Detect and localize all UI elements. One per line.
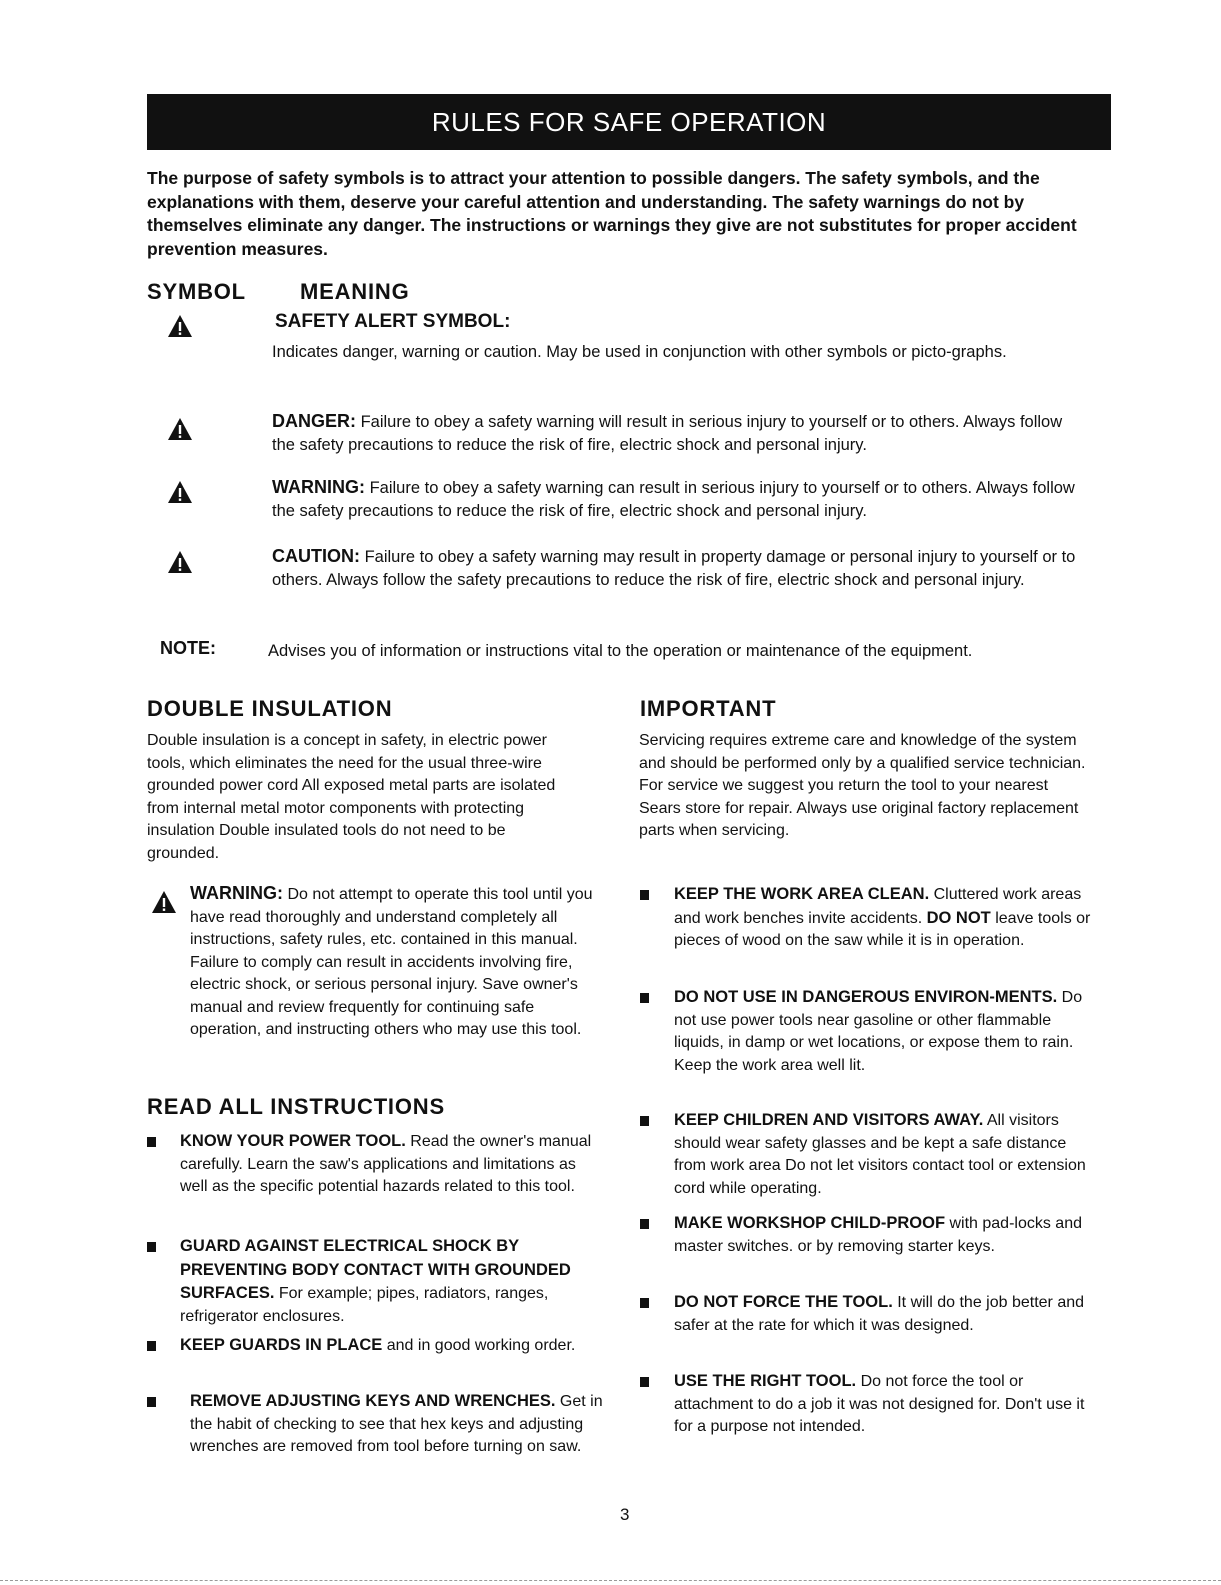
item-text: with pad-locks and master switches. or by removing starter keys. xyxy=(674,1215,1082,1255)
list-item xyxy=(674,1370,1099,1439)
bullet-icon xyxy=(640,993,649,1003)
item-title: KEEP CHILDREN AND VISITORS AWAY. xyxy=(674,1111,984,1129)
bullet-icon xyxy=(147,1137,156,1147)
item-title: KNOW YOUR POWER TOOL. xyxy=(180,1132,406,1150)
warning-alert-icon xyxy=(167,480,193,504)
page-number: 3 xyxy=(620,1505,630,1524)
item-emphasis: DO NOT xyxy=(926,908,991,927)
item-text: and in good working order. xyxy=(382,1337,576,1354)
list-item xyxy=(674,883,1099,953)
warning-definition xyxy=(272,476,1082,523)
item-title: GUARD AGAINST ELECTRICAL SHOCK BY PREVENTING BODY CONTACT WITH GROUNDED SURFACES. xyxy=(180,1237,571,1302)
item-text: Do not use power tools near gasoline or other flammable liquids, in damp or wet locations, or expose them to rain. Keep the work area well lit. xyxy=(674,989,1083,1074)
caution-definition xyxy=(272,545,1082,592)
warning-text: Failure to obey a safety warning can result in serious injury to yourself or to others. Always follow the safety precautions to reduce the risk of fire, electric shock and personal injury. xyxy=(272,479,1075,520)
banner-title: RULES FOR SAFE OPERATION xyxy=(431,106,827,137)
list-item xyxy=(674,1109,1099,1200)
item-title: MAKE WORKSHOP CHILD-PROOF xyxy=(674,1214,946,1232)
bullet-icon xyxy=(640,890,649,900)
note-label-text: NOTE: xyxy=(160,638,216,658)
bottom-divider xyxy=(0,1580,1221,1581)
manual-warning-label: WARNING: xyxy=(190,883,283,903)
warning-label: WARNING: xyxy=(272,477,365,497)
important-heading: IMPORTANT xyxy=(640,696,777,721)
page-banner xyxy=(147,94,1111,150)
item-text: Read the owner's manual carefully. Learn the saw's applications and limitations as well as the specific potential hazards related to this tool. xyxy=(180,1133,592,1195)
list-item xyxy=(180,1334,600,1358)
warning-alert-icon-2 xyxy=(151,890,177,914)
list-item xyxy=(180,1235,600,1328)
item-text: Cluttered work areas and work benches invite accidents. xyxy=(674,886,1082,927)
note-text: Advises you of information or instructions vital to the operation or maintenance of the equipment. xyxy=(268,642,973,660)
safety-alert-description: Indicates danger, warning or caution. May be used in conjunction with other symbols or picto-graphs. xyxy=(272,343,1007,361)
item-title: DO NOT FORCE THE TOOL. xyxy=(674,1293,893,1311)
item-title: USE THE RIGHT TOOL. xyxy=(674,1372,857,1390)
bullet-icon xyxy=(147,1397,156,1407)
item-title: KEEP THE WORK AREA CLEAN. xyxy=(674,885,930,903)
double-insulation-text: Double insulation is a concept in safety, in electric power tools, which eliminates the need for the usual three-wire grounded power cord All exposed metal parts are isolated from internal metal motor components with protecting insulation Double insulated tools do not need to be grounded. xyxy=(147,732,556,862)
manual-warning-text: Do not attempt to operate this tool until you have read thoroughly and understand completely all instructions, safety rules, etc. contained in this manual. Failure to comply can result in accidents involving fire, electric shock, or serious personal injury. Save owner's manual and review frequently for continuing safe operation, and instructing others who may use this tool. xyxy=(190,886,593,1038)
item-text: All visitors should wear safety glasses and be kept a safe distance from work area Do not let visitors contact tool or extension cord while operating. xyxy=(674,1112,1086,1197)
meaning-column-header: MEANING xyxy=(300,279,410,304)
list-item xyxy=(674,1291,1099,1337)
manual-warning xyxy=(190,882,602,1042)
list-item xyxy=(190,1390,610,1459)
item-text: Get in the habit of checking to see that hex keys and adjusting wrenches are removed from tool before turning on saw. xyxy=(190,1393,603,1455)
item-title: REMOVE ADJUSTING KEYS AND WRENCHES. xyxy=(190,1392,556,1410)
item-text: Do not force the tool or attachment to do a job it was not designed for. Don't use it for a purpose not intended. xyxy=(674,1373,1085,1435)
bullet-icon xyxy=(640,1116,649,1126)
symbol-column-header: SYMBOL xyxy=(147,279,246,304)
danger-definition xyxy=(272,410,1082,457)
read-all-heading: READ ALL INSTRUCTIONS xyxy=(147,1094,445,1119)
safety-alert-icon xyxy=(167,314,193,338)
item-text-2: leave tools or pieces of wood on the saw while it is in operation. xyxy=(674,909,1091,949)
note-label xyxy=(160,637,216,661)
intro-paragraph: The purpose of safety symbols is to attract your attention to possible dangers. The safety symbols, and the explanations with them, deserve your careful attention and understanding. The safety warnings do not by themselves eliminate any danger. The instructions or warnings they give are not substitutes for proper accident prevention measures. xyxy=(147,168,1077,259)
item-text: For example; pipes, radiators, ranges, refrigerator enclosures. xyxy=(180,1285,549,1325)
caution-label: CAUTION: xyxy=(272,546,360,566)
bullet-icon xyxy=(147,1242,156,1252)
bullet-icon xyxy=(147,1341,156,1351)
list-item xyxy=(674,986,1099,1077)
bullet-icon xyxy=(640,1377,649,1387)
caution-alert-icon xyxy=(167,550,193,574)
double-insulation-heading: DOUBLE INSULATION xyxy=(147,696,393,721)
item-title: DO NOT USE IN DANGEROUS ENVIRON-MENTS. xyxy=(674,988,1058,1006)
list-item xyxy=(180,1130,600,1199)
bullet-icon xyxy=(640,1219,649,1229)
safety-alert-title: SAFETY ALERT SYMBOL: xyxy=(275,311,511,332)
caution-text: Failure to obey a safety warning may result in property damage or personal injury to yourself or to others. Always follow the safety precautions to reduce the risk of fire, electric shock and personal injury. xyxy=(272,548,1076,589)
danger-alert-icon xyxy=(167,417,193,441)
danger-text: Failure to obey a safety warning will result in serious injury to yourself or to others. Always follow the safety precautions to reduce the risk of fire, electric shock and personal injury. xyxy=(272,413,1063,454)
important-text: Servicing requires extreme care and knowledge of the system and should be performed only by a qualified service technician. For service we suggest you return the tool to your nearest Sears store for repair. Always use original factory replacement parts when servicing. xyxy=(639,732,1086,839)
danger-label: DANGER: xyxy=(272,411,356,431)
item-title: KEEP GUARDS IN PLACE xyxy=(180,1336,383,1354)
bullet-icon xyxy=(640,1298,649,1308)
list-item xyxy=(674,1212,1099,1258)
item-text: It will do the job better and safer at the rate for which it was designed. xyxy=(674,1294,1085,1334)
